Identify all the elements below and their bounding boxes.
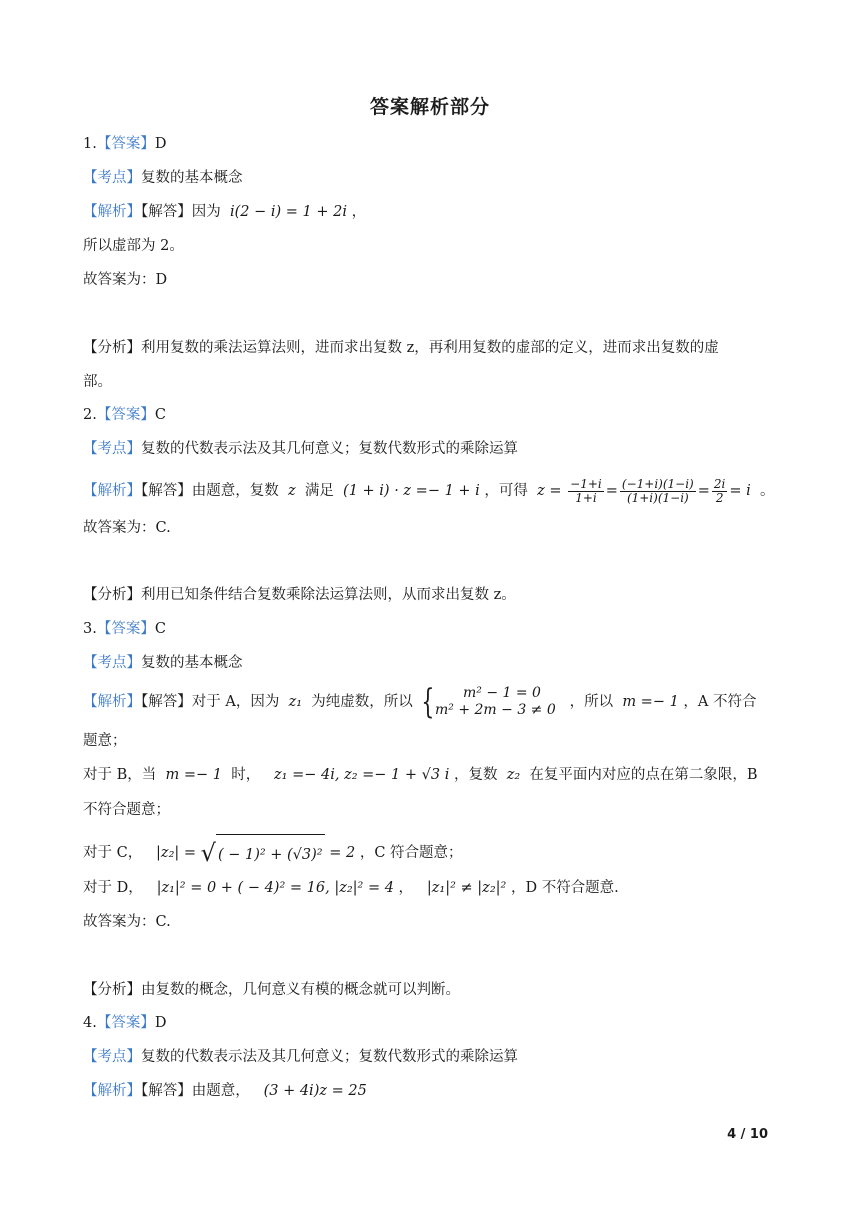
q3-b-shi: 时，: [231, 767, 261, 783]
q4-kaodian: 复数的代数表示法及其几何意义；复数代数形式的乘除运算: [141, 1049, 518, 1065]
q3-b-mid: ，复数: [453, 767, 498, 783]
jieda-tag: 【解答】: [141, 204, 192, 220]
q3-number: 3.: [83, 621, 97, 637]
q2-end: 。: [760, 483, 775, 499]
page-number: 4 / 10: [727, 1127, 768, 1142]
equation-system: m² − 1 = 0 m² + 2m − 3 ≠ 0: [434, 685, 556, 718]
q2-answer-line: [83, 405, 166, 425]
jieda-tag: 【解答】: [141, 1083, 192, 1099]
q3-b-line2: 不符合题意；: [83, 802, 170, 818]
q2-fenxi: 利用已知条件结合复数乘除法运算法则，从而求出复数 z。: [141, 587, 516, 603]
q1-number: 1.: [83, 136, 97, 152]
q3-a-z1: z₁: [288, 694, 303, 710]
answer-tag: 【答案】: [96, 1015, 155, 1031]
q2-fenxi-line: [83, 585, 516, 605]
q3-c-post: ，C 符合题意；: [359, 845, 463, 861]
q3-b-post: 在复平面内对应的点在第二象限，B: [529, 767, 758, 783]
q2-number: 2.: [83, 407, 97, 423]
q3-a-m: m =− 1: [622, 694, 679, 710]
q1-kaodian: 复数的基本概念: [141, 170, 243, 186]
q3-line-end: 故答案为：C.: [83, 914, 171, 930]
q4-kaodian-line: [83, 1047, 518, 1067]
q3-a-post: ，A 不符合: [683, 694, 757, 710]
q3-a-line2: 题意；: [83, 733, 127, 749]
q3-d-post: ，D 不符合题意.: [510, 880, 619, 896]
q3-d-inequality: |z₁|² ≠ |z₂|²: [426, 880, 507, 896]
q1-jieda-pre: 因为: [191, 204, 221, 220]
q2-z-eq: z =: [537, 483, 562, 499]
jiexi-tag: 【解析】: [83, 694, 141, 710]
jiexi-tag: 【解析】: [83, 483, 141, 499]
q3-c-rhs: = 2: [329, 845, 356, 861]
q1-line2: 所以虚部为 2。: [83, 238, 184, 254]
q1-fenxi2: 部。: [83, 374, 112, 390]
q1-kaodian-line: [83, 168, 243, 188]
jiexi-tag: 【解析】: [83, 204, 141, 220]
q2-kaodian: 复数的代数表示法及其几何意义；复数代数形式的乘除运算: [141, 441, 518, 457]
q2-fraction-1: $\frac{-1+i}{1+i}$: [570, 476, 602, 505]
q3-d-line: 对于 D， |z₁|² = 0 + ( − 4)² = 16, |z₂|² = 4 ， |z₁|² ≠ |z₂|² ，D 不符合题意.: [83, 880, 619, 896]
answer-tag: 【答案】: [96, 136, 155, 152]
q4-number: 4.: [83, 1015, 97, 1031]
square-root: √ ( − 1)² + (√3)²: [201, 834, 325, 872]
q3-fenxi-line: [83, 980, 460, 1000]
q3-a-mid: 为纯虚数，所以: [311, 694, 413, 710]
q1-jieda-post: ，: [351, 204, 367, 220]
q3-b-pre: 对于 B，当: [83, 767, 157, 783]
q4-answer-line: [83, 1013, 166, 1033]
q2-fraction-2: $\frac{(-1+i)(1-i)}{(1+i)(1-i)}$: [621, 476, 694, 505]
q3-c-lhs: |z₂| =: [156, 845, 197, 861]
q3-answer-line: [83, 619, 166, 639]
q3-kaodian: 复数的基本概念: [141, 655, 243, 671]
q2-fraction-3: $\frac{2i}{2}$: [713, 476, 726, 505]
fenxi-tag: 【分析】: [83, 982, 141, 998]
q1-line3: 故答案为：D: [83, 272, 168, 288]
q3-b-m: m =− 1: [165, 767, 222, 783]
q1-jiexi-line: [83, 202, 366, 222]
q2-result: = i: [729, 483, 751, 499]
q3-kaodian-line: [83, 653, 243, 673]
q2-jiexi-line: 【解析】【解答】由题意，复数 z 满足 (1 + i) · z =− 1 + i ，可得 z = $\frac{-1+i}{1+i}$ = $\frac{(-1+i)(1-i)}{(1+i)(1-i)}$ = $\frac{2i}{2}$ = i 。: [83, 476, 775, 505]
q1-answer-line: [83, 134, 166, 154]
q2-jieda-pre: 由题意，复数: [191, 483, 279, 499]
q3-b-z2: z₂: [506, 767, 521, 783]
q3-a-pre: 对于 A，因为: [191, 694, 280, 710]
q2-line2: 故答案为：C.: [83, 520, 171, 536]
q3-jiexi-line: [83, 682, 757, 722]
answer-tag: 【答案】: [96, 621, 155, 637]
left-brace: {: [421, 682, 435, 722]
q3-d-pre: 对于 D，: [83, 880, 143, 896]
q4-jiexi-line: [83, 1081, 367, 1101]
kaodian-tag: 【考点】: [83, 441, 141, 457]
jiexi-tag: 【解析】: [83, 1083, 141, 1099]
q3-a-so: ，所以: [569, 694, 614, 710]
kaodian-tag: 【考点】: [83, 170, 141, 186]
q2-kede: ，可得: [484, 483, 528, 499]
q2-kaodian-line: [83, 439, 518, 459]
q2-equation: (1 + i) · z =− 1 + i: [343, 483, 480, 499]
q1-equation: i(2 − i) = 1 + 2i: [229, 204, 347, 220]
kaodian-tag: 【考点】: [83, 1049, 141, 1065]
page-title: 答案解析部分: [369, 96, 490, 118]
q4-equation: (3 + 4i)z = 25: [263, 1083, 367, 1099]
q3-fenxi: 由复数的概念，几何意义有模的概念就可以判断。: [141, 982, 460, 998]
q3-d-equation: |z₁|² = 0 + ( − 4)² = 16, |z₂|² = 4: [156, 880, 394, 896]
kaodian-tag: 【考点】: [83, 655, 141, 671]
q4-answer: D: [154, 1015, 167, 1031]
q2-z: z: [287, 483, 296, 499]
q4-jieda-pre: 由题意，: [191, 1083, 250, 1099]
q2-satisfy: 满足: [304, 483, 334, 499]
q3-c-pre: 对于 C，: [83, 845, 143, 861]
q3-answer: C: [154, 621, 166, 637]
q3-c-line: [83, 834, 463, 872]
q3-b-equation: z₁ =− 4i, z₂ =− 1 + √3 i: [274, 767, 450, 783]
fenxi-tag: 【分析】: [83, 587, 141, 603]
fenxi-tag: 【分析】: [83, 340, 141, 356]
jieda-tag: 【解答】: [141, 483, 192, 499]
q3-b-line: [83, 765, 758, 785]
answer-tag: 【答案】: [96, 407, 155, 423]
q2-answer: C: [154, 407, 166, 423]
q1-answer: D: [154, 136, 167, 152]
q1-fenxi-line: [83, 338, 719, 358]
jieda-tag: 【解答】: [141, 694, 192, 710]
q1-fenxi1: 利用复数的乘法运算法则，进而求出复数 z，再利用复数的虚部的定义，进而求出复数的虚: [141, 340, 719, 356]
